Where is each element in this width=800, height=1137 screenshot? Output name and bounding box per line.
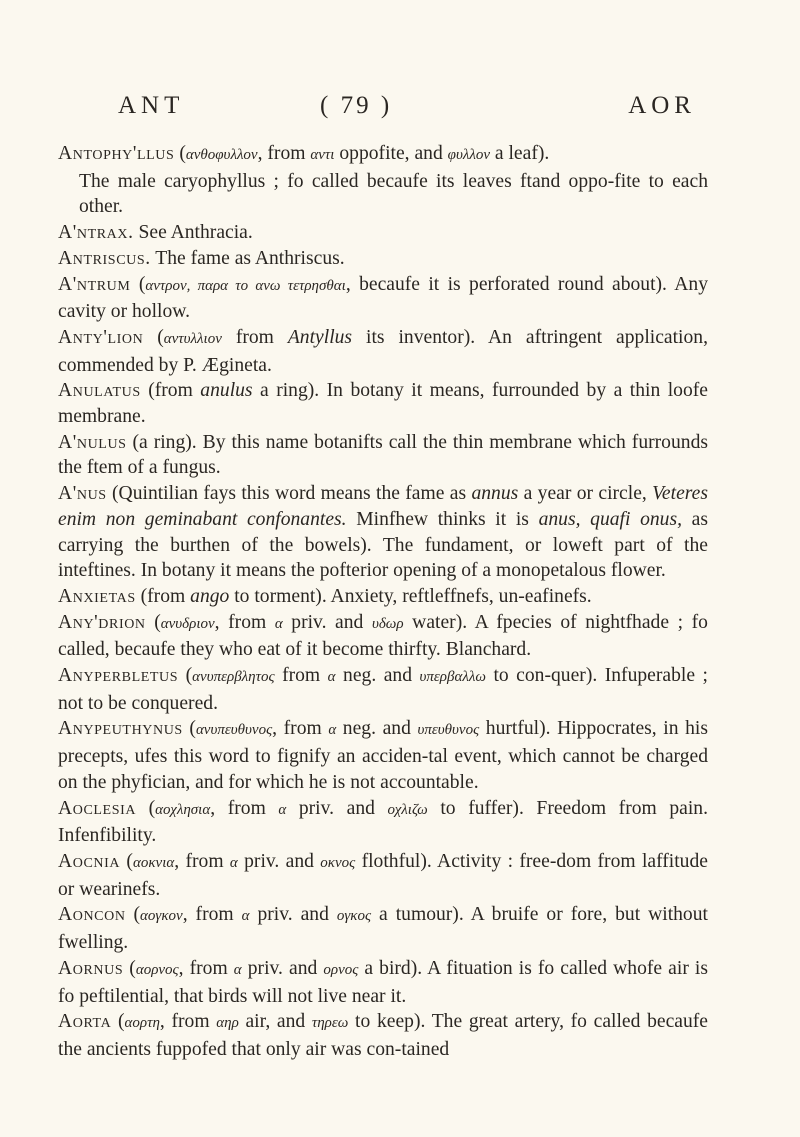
entry-text: ( (130, 273, 146, 295)
entry-text: (from (140, 380, 201, 402)
entry-text: αορτη (124, 1015, 160, 1032)
entry-text: The fame as Anthriscus. (150, 247, 345, 269)
entry-text: ( (143, 326, 164, 348)
entry-text: Anulatus (58, 380, 141, 402)
entry-anyperbletus (58, 663, 708, 716)
entry-text: α (278, 801, 287, 818)
entry-text: The male caryophyllus ; fo called becaufe its leaves ftand oppo-fite to each other. (79, 170, 708, 218)
entry-text: A'ntrax. (58, 222, 134, 244)
entry-text: from (221, 326, 288, 348)
entry-text: as carrying the burthen of the bowels). The fundament, or loweft part of the inteftines. In botany it means the pofterior opening of a monopetalous flower. (58, 508, 708, 582)
dictionary-entries (58, 141, 708, 1063)
entry-anypeuthynus (58, 716, 708, 795)
running-header (58, 92, 708, 132)
entry-text: α (229, 854, 238, 871)
entry-text: (a ring). By this name botanifts call the thin membrane which furrounds the ftem of a fungus. (58, 431, 708, 479)
entry-antylion (58, 325, 708, 378)
entry-text: αογκον (140, 908, 183, 925)
entry-text: annus (471, 483, 519, 505)
entry-text: φυλλον (447, 147, 490, 163)
entry-text: See Anthracia. (133, 222, 253, 244)
entry-text: , becaufe it is perforated round about). Any cavity or hollow. (58, 273, 708, 323)
entry-text: Antriscus. (58, 247, 151, 269)
entry-text: Veteres enim non geminabant confonantes. (58, 483, 708, 530)
entry-text: α (233, 961, 242, 978)
entry-text: , from (159, 1011, 217, 1033)
entry-text: ( (174, 143, 186, 164)
entry-text: ( (123, 957, 136, 979)
entry-text: Anty'lion (58, 326, 144, 348)
entry-text: A'nulus (58, 431, 127, 453)
entry-text: , from (214, 611, 275, 633)
entry-aocnia (58, 849, 708, 902)
entry-text: α (328, 722, 337, 739)
entry-text: neg. and (335, 665, 420, 687)
entry-text: ( (145, 611, 161, 633)
entry-text: υδωρ (371, 615, 404, 632)
entry-text: ( (111, 1011, 125, 1033)
entry-text: (from (135, 585, 191, 607)
entry-text: υπευθυνος (417, 722, 480, 739)
entry-text: , from (182, 904, 242, 926)
entry-anus (58, 481, 708, 584)
entry-text: αηρ (216, 1015, 239, 1032)
entry-text: water). A fpecies of nightfhade ; fo called, becaufe they who eat of it become thirfty. Blanchard. (58, 611, 708, 661)
entry-text: A'ntrum (58, 273, 131, 295)
entry-text: ογκος (336, 908, 372, 925)
entry-text: Aoncon (58, 904, 126, 926)
entry-text: anus, quafi onus, (538, 508, 683, 530)
entry-text: αντρον, παρα το ανω τετρησθαι (145, 277, 346, 294)
entry-text: , from (174, 850, 230, 872)
entry-text: ανυπερβλητος (192, 669, 275, 686)
entry-text: a ring). In botany it means, furrounded by a thin loofe membrane. (58, 380, 708, 428)
entry-text: Aornus (58, 957, 124, 979)
entry-antriscus (58, 246, 708, 272)
entry-aornus (58, 956, 708, 1009)
entry-text: Aorta (58, 1011, 112, 1033)
entry-text: Aocnia (58, 850, 121, 872)
entry-text: ανυπευθυνος (195, 722, 273, 739)
entry-text: ορνος (323, 961, 359, 978)
entry-text: from (274, 665, 328, 687)
entry-anydrion (58, 610, 708, 663)
entry-text: αοκνια (132, 854, 175, 871)
page-number: ( 79 ) (320, 92, 393, 119)
entry-text: (Quintilian fays this word means the fame as (106, 483, 472, 505)
entry-text: αοχλησια (155, 801, 211, 818)
entry-text: air, and (238, 1011, 312, 1033)
entry-text: flothful). Activity : free-dom from laffitude or wearinefs. (58, 850, 708, 900)
entry-text: hurtful). Hippocrates, in his precepts, ufes this word to fignify an acciden-tal event, which cannot be charged on the phyfician, and for which he is not accountable. (58, 718, 708, 793)
entry-aoncon (58, 902, 708, 955)
entry-text: ( (125, 904, 141, 926)
entry-text: priv. and (241, 957, 324, 979)
entry-aorta (58, 1009, 708, 1062)
entry-antophyllus (58, 141, 708, 220)
entry-text: priv. and (286, 797, 388, 819)
entry-text: αντι (310, 147, 335, 163)
entry-text: ango (190, 585, 230, 607)
entry-text: ανυδριον (160, 615, 215, 632)
entry-text: Anypeuthynus (58, 718, 183, 740)
entry-text: oppofite, and (334, 143, 448, 164)
entry-text: priv. and (237, 850, 321, 872)
entry-text: Any'drion (58, 611, 146, 633)
entry-text: Antyllus (287, 326, 353, 348)
entry-text: priv. and (249, 904, 337, 926)
entry-text: A'nus (58, 483, 107, 505)
entry-text: ( (178, 665, 193, 687)
entry-text: ( (136, 797, 156, 819)
entry-text: priv. and (282, 611, 372, 633)
entry-text: Anxietas (58, 585, 136, 607)
entry-text: to torment). Anxiety, reftleffnefs, un-eafinefs. (229, 585, 592, 607)
entry-text: a leaf). (490, 143, 550, 164)
entry-text: τηρεω (311, 1015, 349, 1032)
entry-text: Antophy'llus (58, 143, 175, 164)
entry-text: , from (178, 957, 234, 979)
entry-text: οχλιζω (387, 801, 428, 818)
entry-text: a bird). A fituation is fo called whofe air is fo peftilential, that birds will not live near it. (58, 957, 708, 1007)
entry-anulus (58, 430, 708, 481)
entry-antrax (58, 220, 708, 246)
entry-text: a tumour). A bruife or fore, but without fwelling. (58, 904, 708, 954)
entry-text: α (327, 669, 336, 686)
entry-text: its inventor). An aftringent application, commended by P. Ægineta. (58, 326, 708, 376)
entry-text: to con-quer). Infuperable ; not to be conquered. (58, 665, 708, 714)
entry-text: ( (120, 850, 133, 872)
entry-antrum (58, 272, 708, 325)
entry-text: a year or circle, (518, 483, 653, 505)
entry-text: to keep). The great artery, fo called becaufe the ancients fuppofed that only air was con-tained (58, 1011, 708, 1060)
entry-text: ( (182, 718, 196, 740)
entry-anulatus (58, 378, 708, 429)
entry-text: Aoclesia (58, 797, 137, 819)
entry-text: αορνος (135, 961, 179, 978)
entry-text: α (274, 615, 283, 632)
entry-text: , from (257, 143, 311, 164)
entry-anxietas (58, 584, 708, 610)
entry-text: οκνος (320, 854, 356, 871)
entry-text: ανθοφυλλον (185, 147, 258, 163)
header-right: AOR (628, 92, 696, 119)
entry-text: Anyperbletus (58, 665, 179, 687)
header-left: ANT (118, 92, 185, 119)
entry-text: anulus (200, 380, 253, 402)
entry-aoclesia (58, 796, 708, 849)
entry-text: to fuffer). Freedom from pain. Infenfibility. (58, 797, 708, 847)
entry-text: , from (210, 797, 279, 819)
entry-text: neg. and (336, 718, 418, 740)
entry-text: αντυλλιον (163, 330, 222, 347)
entry-text: α (241, 908, 250, 925)
entry-text: Minfhew thinks it is (346, 508, 539, 530)
entry-text: υπερβαλλω (419, 669, 486, 686)
entry-text: , from (272, 718, 329, 740)
